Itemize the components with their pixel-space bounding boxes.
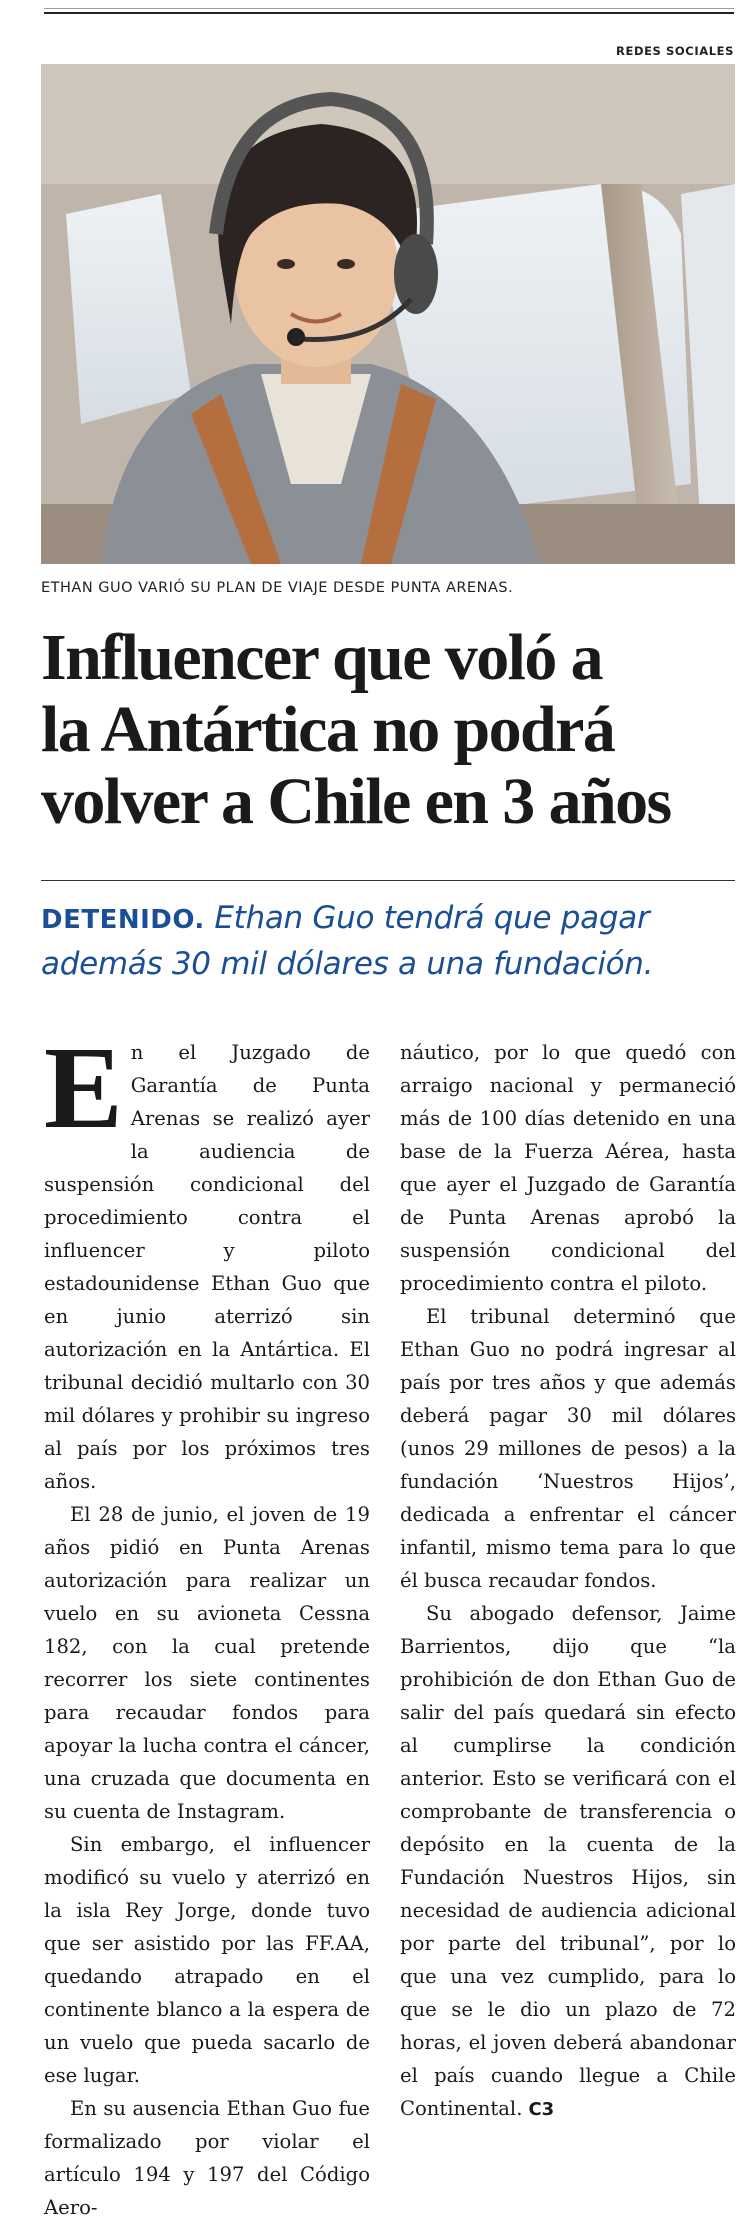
body-column-right bbox=[400, 1036, 736, 2126]
deck bbox=[41, 896, 741, 986]
deck-tag: DETENIDO. bbox=[41, 905, 205, 935]
body-paragraph: El 28 de junio, el joven de 19 años pidió en Punta Arenas autorización para realizar un vuelo en su avioneta Cessna 182, con la cual pretende recorrer los siete continentes para recaudar fondos para apoyar la lucha contra el cáncer, una cruzada que documenta en su cuenta de Instagram. bbox=[44, 1503, 370, 1823]
body-paragraph: El tribunal determinó que Ethan Guo no podrá ingresar al país por tres años y que además deberá pagar 30 mil dólares (unos 29 millones de pesos) a la fundación ‘Nuestros Hijos’, dedicada a enfrentar el cáncer infantil, mismo tema para lo que él busca recaudar fondos. bbox=[400, 1305, 736, 1592]
end-mark: C3 bbox=[528, 2099, 555, 2120]
body-column-left bbox=[44, 1022, 370, 2224]
deck-line-1: Ethan Guo tendrá que pagar bbox=[214, 900, 650, 936]
body-paragraph bbox=[400, 1597, 736, 2126]
body-paragraph bbox=[44, 1022, 370, 1498]
body-text: Su abogado defensor, Jaime Barrientos, dijo que “la prohibición de don Ethan Guo de salir del país quedará sin efecto al cumplirse la condición anterior. Esto se verificará con el comprobante de transferencia o depósito en la cuenta de la Fundación Nuestros Hijos, sin necesidad de audiencia adicional por parte del tribunal”, por lo que una vez cumplido, para lo que se le dio un plazo de 72 horas, el joven deberá abandonar el país cuando llegue a Chile Continental. bbox=[400, 1602, 736, 2120]
headline-line-1: Influencer que voló a bbox=[41, 621, 603, 694]
headline-divider bbox=[41, 880, 735, 881]
article-photo bbox=[41, 64, 735, 564]
body-paragraph: En su ausencia Ethan Guo fue formalizado por violar el artículo 194 y 197 del Código Aero- bbox=[44, 2097, 370, 2219]
deck-line-2: además 30 mil dólares a una fundación. bbox=[41, 946, 654, 982]
headline-line-3: volver a Chile en 3 años bbox=[41, 765, 671, 838]
body-paragraph: Sin embargo, el influencer modificó su vuelo y aterrizó en la isla Rey Jorge, donde tuvo que ser asistido por las FF.AA, quedando atrapado en el continente blanco a la espera de un vuelo que pueda sacarlo de ese lugar. bbox=[44, 1833, 370, 2087]
drop-cap: E bbox=[44, 1022, 123, 1153]
top-rule bbox=[44, 12, 734, 14]
headline bbox=[41, 622, 741, 838]
photo-caption: ETHAN GUO VARIÓ SU PLAN DE VIAJE DESDE PUNTA ARENAS. bbox=[41, 580, 514, 596]
headline-line-2: la Antártica no podrá bbox=[41, 693, 615, 766]
section-label: REDES SOCIALES bbox=[616, 44, 734, 58]
body-paragraph: náutico, por lo que quedó con arraigo nacional y permaneció más de 100 días detenido en una base de la Fuerza Aérea, hasta que ayer el Juzgado de Garantía de Punta Arenas aprobó la suspensión condicional del procedimiento contra el piloto. bbox=[400, 1041, 736, 1295]
pilot-in-cockpit-image bbox=[41, 64, 735, 564]
body-text: n el Juzgado de Garantía de Punta Arenas se realizó ayer la audiencia de suspensión condicional del procedimiento contra el influencer y piloto estadounidense Ethan Guo que en junio aterrizó sin autorización en la Antártica. El tribunal decidió multarlo con 30 mil dólares y prohibir su ingreso al país por los próximos tres años. bbox=[44, 1041, 370, 1493]
